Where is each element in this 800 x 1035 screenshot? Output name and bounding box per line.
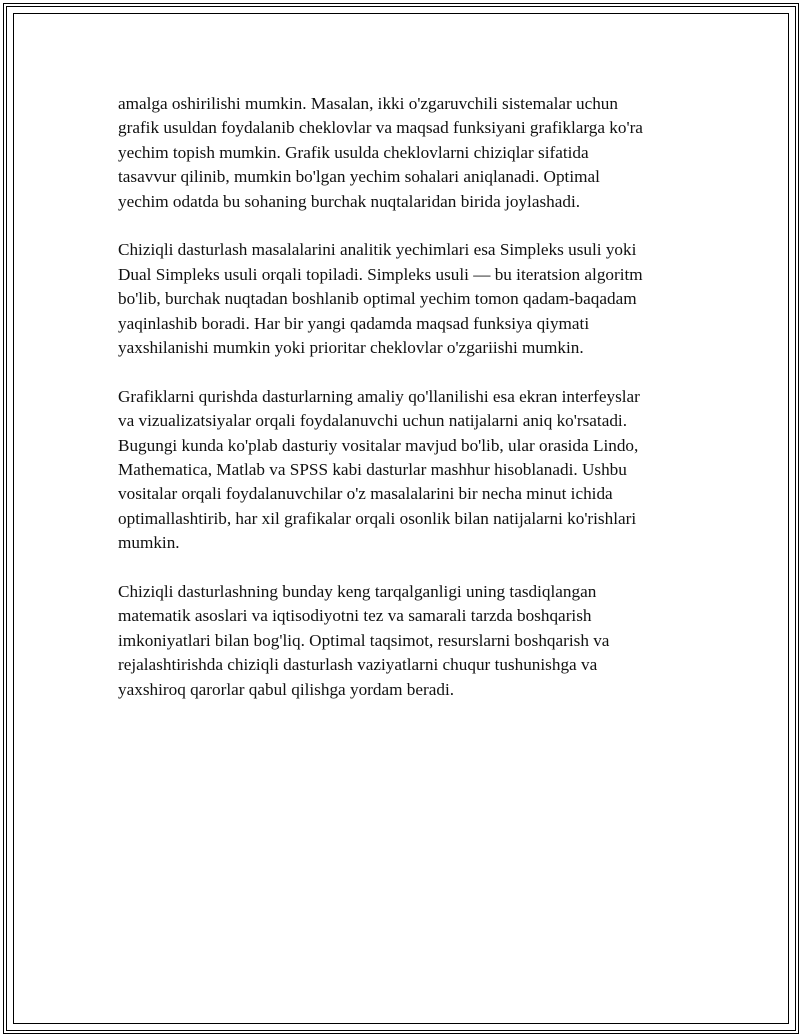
text-line: Bugungi kunda ko'plab dasturiy vositalar mavjud bo'lib, ular orasida Lindo, [118, 435, 639, 455]
text-line: amalga oshirilishi mumkin. Masalan, ikki o'zgaruvchili sistemalar uchun [118, 94, 618, 113]
text-line: optimallashtirib, har xil grafikalar orqali osonlik bilan natijalarni ko'rishlari [118, 508, 637, 528]
text-line: yechim odatda bu sohaning burchak nuqtalaridan birida joylashadi. [118, 191, 581, 211]
paragraph-conclusion [118, 580, 698, 702]
text-line: Chiziqli dasturlashning bunday keng tarqalganligi uning tasdiqlangan [118, 582, 597, 602]
paragraph-simplex-method [118, 238, 698, 360]
text-line: vositalar orqali foydalanuvchilar o'z masalalarini bir necha minut ichida [118, 484, 613, 504]
document-body [118, 92, 698, 727]
text-line: Chiziqli dasturlash masalalarini analitik yechimlari esa Simpleks usuli yoki [118, 240, 637, 260]
text-line: Mathematica, Matlab va SPSS kabi dasturlar mashhur hisoblanadi. Ushbu [118, 460, 627, 480]
text-line: tasavvur qilinib, mumkin bo'lgan yechim sohalari aniqlanadi. Optimal [118, 167, 600, 187]
text-line: va vizualizatsiyalar orqali foydalanuvchi uchun natijalarni aniq ko'rsatadi. [118, 411, 627, 431]
text-line: grafik usuldan foydalanib cheklovlar va maqsad funksiyani grafiklarga ko'ra [118, 118, 643, 138]
text-line: mumkin. [118, 533, 180, 553]
text-line: yaxshilanishi mumkin yoki prioritar cheklovlar o'zgariishi mumkin. [118, 338, 584, 358]
paragraph-graphical-method [118, 92, 698, 214]
text-line: bo'lib, burchak nuqtadan boshlanib optimal yechim tomon qadam-baqadam [118, 289, 637, 309]
text-line: yaqinlashib boradi. Har bir yangi qadamda maqsad funksiya qiymati [118, 313, 590, 333]
text-line: matematik asoslari va iqtisodiyotni tez va samarali tarzda boshqarish [118, 606, 592, 626]
text-line: yaxshiroq qarorlar qabul qilishga yordam beradi. [118, 679, 455, 699]
text-line: imkoniyatlari bilan bog'liq. Optimal taqsimot, resurslarni boshqarish va [118, 630, 610, 650]
text-line: yechim topish mumkin. Grafik usulda cheklovlarni chiziqlar sifatida [118, 142, 589, 162]
text-line: rejalashtirishda chiziqli dasturlash vaziyatlarni chuqur tushunishga va [118, 655, 598, 675]
text-line: Grafiklarni qurishda dasturlarning amaliy qo'llanilishi esa ekran interfeyslar [118, 386, 640, 406]
text-line: Dual Simpleks usuli orqali topiladi. Simpleks usuli — bu iteratsion algoritm [118, 264, 643, 284]
paragraph-software-tools [118, 385, 698, 556]
